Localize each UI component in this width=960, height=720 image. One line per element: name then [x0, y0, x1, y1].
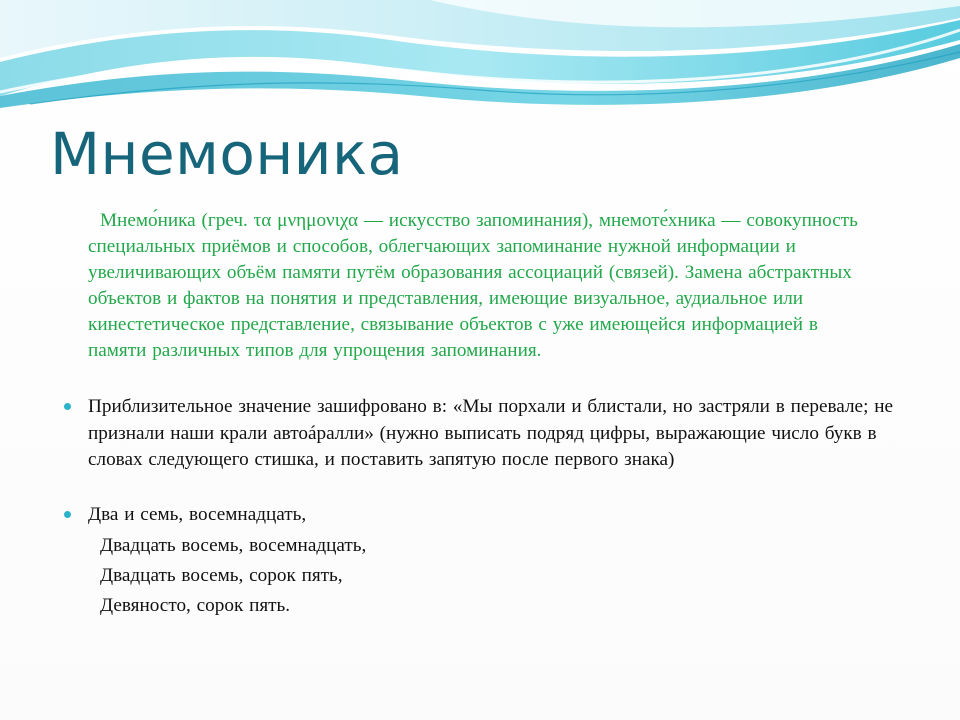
bullet-text: Приблизительное значение зашифровано в: «Мы порхали и блистали, но застряли в перевале; не признали наши крали автоáралли» (нужно выписать подряд цифры, выражающие число букв в словах следующего стишка, и поставить запятую после первого знака): [88, 396, 893, 470]
bullet-text: Два и семь, восемнадцать,: [88, 504, 307, 525]
bullet-item: [64, 394, 904, 474]
verse-line: Двадцать восемь, восемнадцать,: [100, 535, 367, 556]
bullet-item: [64, 502, 904, 529]
verse-line: Девяносто, сорок пять.: [100, 595, 291, 616]
header-wave-decoration: [0, 0, 960, 120]
slide-title: Мнемоника: [50, 120, 404, 188]
verse-line: Двадцать восемь, сорок пять,: [100, 565, 343, 586]
bullet-dot-icon: [64, 511, 71, 518]
bullet-dot-icon: [64, 403, 71, 410]
intro-paragraph: Мнемо́ника (греч. τα μνημονιχα — искусство запоминания), мнемоте́хника — совокупность специальных приёмов и способов, облегчающих запоминание нужной информации и увеличивающих объём памяти путём образования ассоциаций (связей). Замена абстрактных объектов и фактов на понятия и представления, имеющие визуальное, аудиальное или кинестетическое представление, связывание объектов с уже имеющейся информацией в памяти различных типов для упрощения запоминания.: [88, 210, 858, 361]
